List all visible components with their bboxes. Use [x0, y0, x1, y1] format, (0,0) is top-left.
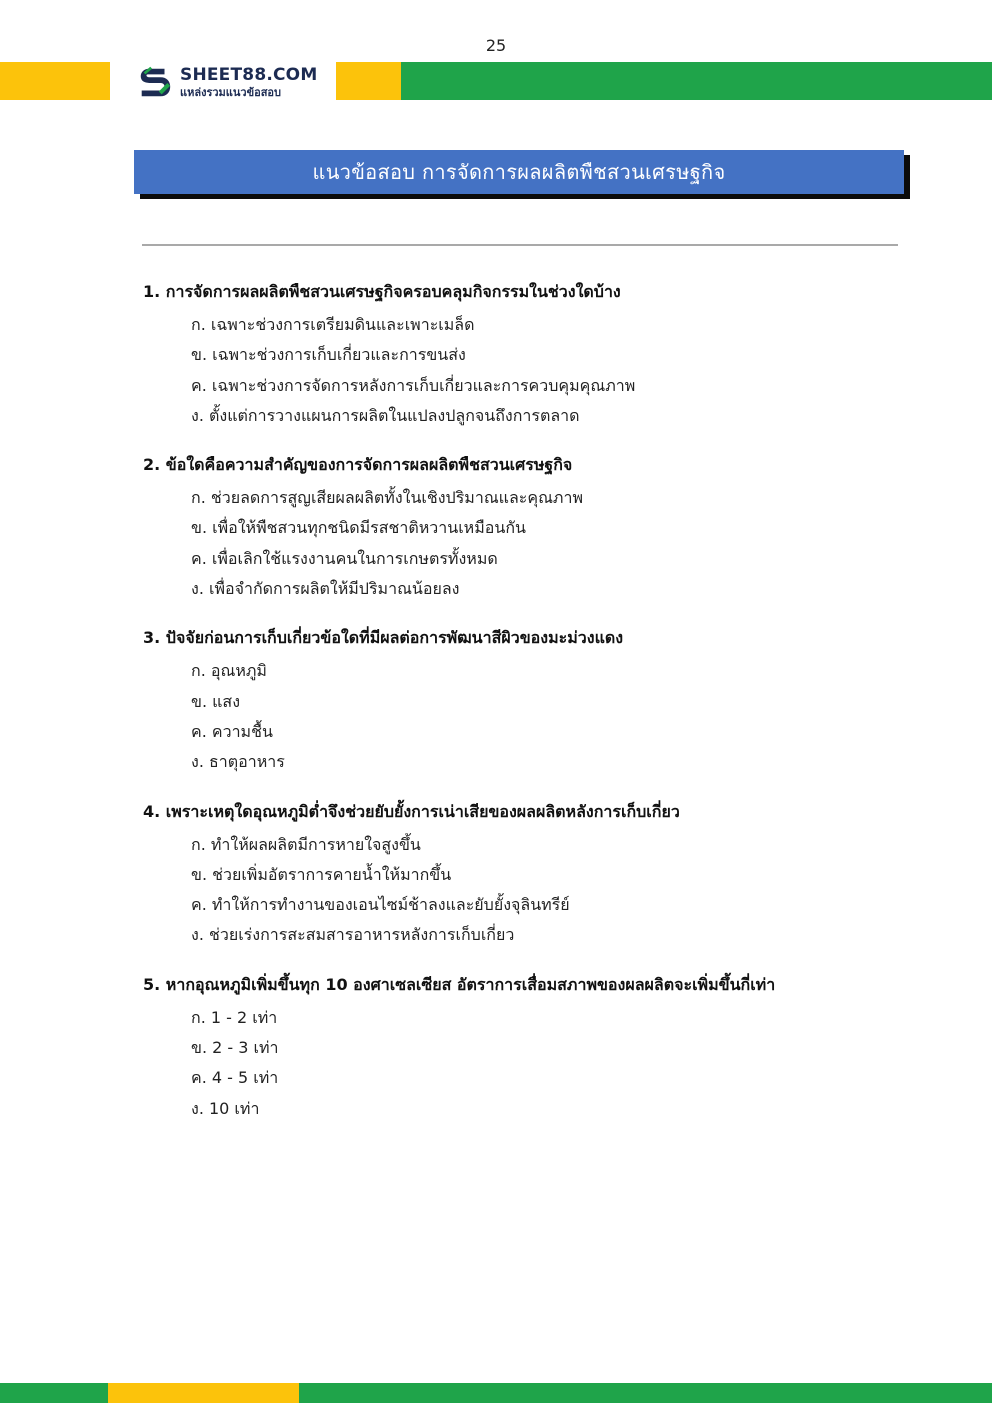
question-text: 1. การจัดการผลผลิตพืชสวนเศรษฐกิจครอบคลุมกิจกรรมในช่วงใดบ้าง [143, 282, 621, 301]
answer-option: ก. อุณหภูมิ [191, 661, 267, 681]
answer-option: ข. แสง [191, 691, 240, 711]
answer-option: ง. เพื่อจำกัดการผลิตให้มีปริมาณน้อยลง [191, 579, 460, 599]
answer-option: ก. ช่วยลดการสูญเสียผลผลิตทั้งในเชิงปริมาณและคุณภาพ [191, 488, 584, 508]
option-list [143, 830, 943, 951]
answer-option: ข. เพื่อให้พืชสวนทุกชนิดมีรสชาติหวานเหมือนกัน [191, 518, 526, 538]
answer-option: ก. 1 - 2 เท่า [191, 1007, 278, 1027]
brand-tagline: แหล่งรวมแนวข้อสอบ [180, 85, 282, 99]
question-4 [143, 800, 943, 951]
answer-option: ง. ธาตุอาหาร [191, 752, 285, 772]
question-list [143, 280, 943, 1146]
question-1 [143, 280, 943, 431]
option-list [143, 656, 943, 777]
question-text: 5. หากอุณหภูมิเพิ่มขึ้นทุก 10 องศาเซลเซียส อัตราการเสื่อมสภาพของผลผลิตจะเพิ่มขึ้นกี่เท่า [143, 974, 776, 994]
question-text: 2. ข้อใดคือความสำคัญของการจัดการผลผลิตพืชสวนเศรษฐกิจ [143, 455, 573, 475]
answer-option: ค. เพื่อเลิกใช้แรงงานคนในการเกษตรทั้งหมด [191, 548, 498, 568]
question-text: 3. ปัจจัยก่อนการเก็บเกี่ยวข้อใดที่มีผลต่อการพัฒนาสีผิวของมะม่วงแดง [143, 628, 624, 648]
answer-option: ข. ช่วยเพิ่มอัตราการคายน้ำให้มากขึ้น [191, 864, 452, 884]
footer-bar-green-left [0, 1383, 108, 1403]
answer-option: ค. ความชื้น [191, 721, 273, 741]
logo-s-icon [136, 63, 174, 101]
footer-bar-green-right [299, 1383, 992, 1403]
answer-option: ค. 4 - 5 เท่า [191, 1068, 279, 1088]
option-list [143, 1003, 943, 1124]
header-bar-green [401, 62, 992, 100]
answer-option: ข. 2 - 3 เท่า [191, 1038, 279, 1058]
header-bar-yellow-right [336, 62, 401, 100]
question-5 [143, 973, 943, 1124]
brand-logo [136, 62, 317, 102]
divider [142, 244, 898, 246]
footer-bar-yellow [108, 1383, 299, 1403]
page-number: 25 [485, 36, 507, 55]
answer-option: ง. ช่วยเร่งการสะสมสารอาหารหลังการเก็บเกี่ยว [191, 925, 515, 945]
option-list [143, 310, 943, 431]
answer-option: ก. เฉพาะช่วงการเตรียมดินและเพาะเมล็ด [191, 315, 475, 334]
header-bar-yellow-left [0, 62, 110, 100]
answer-option: ก. ทำให้ผลผลิตมีการหายใจสูงขึ้น [191, 834, 421, 854]
question-text: 4. เพราะเหตุใดอุณหภูมิต่ำจึงช่วยยับยั้งการเน่าเสียของผลผลิตหลังการเก็บเกี่ยว [143, 801, 680, 821]
answer-option: ง. ตั้งแต่การวางแผนการผลิตในแปลงปลูกจนถึงการตลาด [191, 405, 580, 425]
answer-option: ง. 10 เท่า [191, 1098, 260, 1118]
answer-option: ค. เฉพาะช่วงการจัดการหลังการเก็บเกี่ยวและการควบคุมคุณภาพ [191, 375, 636, 395]
question-2 [143, 453, 943, 604]
answer-option: ข. เฉพาะช่วงการเก็บเกี่ยวและการขนส่ง [191, 345, 466, 365]
question-3 [143, 626, 943, 777]
brand-name: SHEET88.COM [180, 64, 318, 85]
option-list [143, 483, 943, 604]
answer-option: ค. ทำให้การทำงานของเอนไซม์ช้าลงและยับยั้งจุลินทรีย์ [191, 895, 570, 915]
title-banner: แนวข้อสอบ การจัดการผลผลิตพืชสวนเศรษฐกิจ [134, 150, 904, 194]
